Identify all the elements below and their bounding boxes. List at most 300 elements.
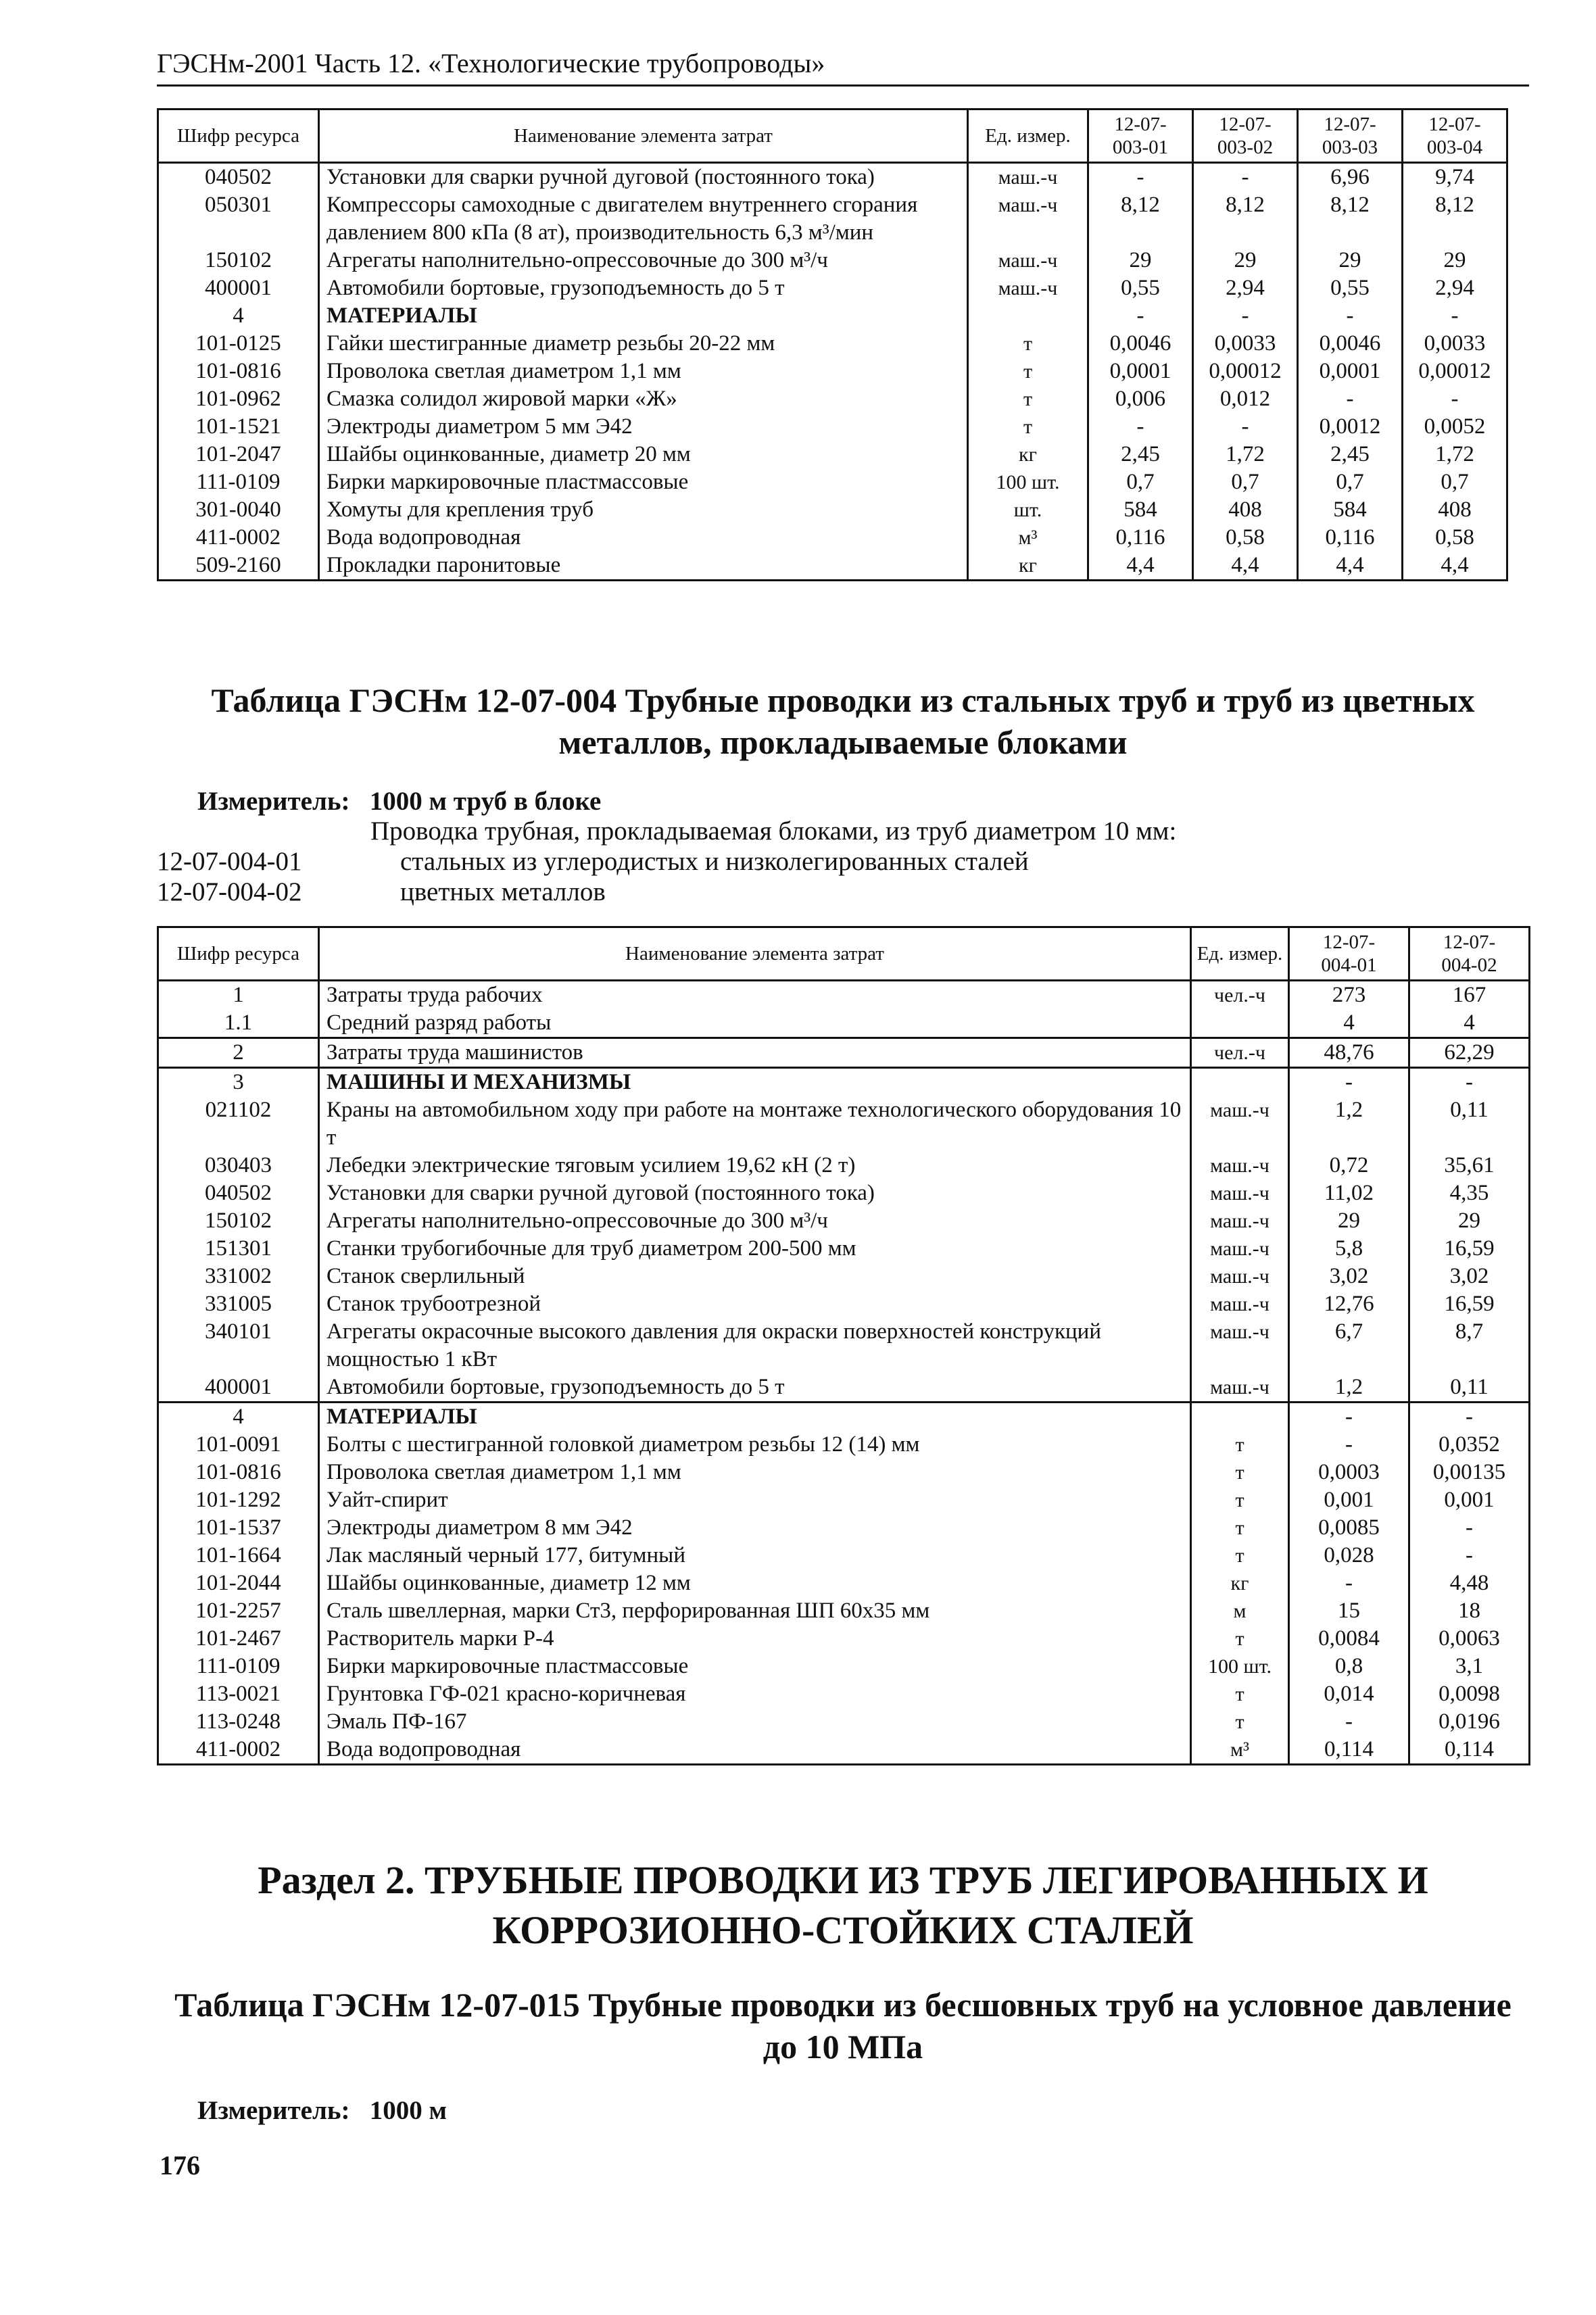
table-row: [158, 163, 1507, 192]
resource-name: Лебедки электрические тяговым усилием 19,62 кН (2 т): [319, 1152, 1191, 1179]
resource-unit: маш.-ч: [1191, 1263, 1289, 1290]
resource-code: 040502: [158, 163, 319, 192]
resource-unit: [1191, 1068, 1289, 1097]
table-row: [158, 524, 1507, 552]
resource-value: 8,12: [1088, 191, 1193, 247]
resource-unit: т: [1191, 1514, 1289, 1542]
resource-value: 2,45: [1088, 441, 1193, 468]
resource-code: 101-0091: [158, 1431, 319, 1459]
resource-code: 113-0021: [158, 1680, 319, 1708]
resource-name: Электроды диаметром 8 мм Э42: [319, 1514, 1191, 1542]
resource-value: -: [1409, 1514, 1530, 1542]
page-number: 176: [160, 2150, 200, 2180]
resource-value: 1,2: [1289, 1373, 1409, 1403]
resource-name: Болты с шестигранной головкой диаметром резьбы 12 (14) мм: [319, 1431, 1191, 1459]
measure-value: 1000 м труб в блоке: [369, 787, 602, 816]
resource-value: 0,116: [1298, 524, 1403, 552]
resource-value: 4,48: [1409, 1569, 1530, 1597]
resource-value: 4: [1289, 1009, 1409, 1038]
resource-name: Растворитель марки Р-4: [319, 1625, 1191, 1653]
resource-code: 1: [158, 981, 319, 1010]
resource-name: Электроды диаметром 5 мм Э42: [319, 413, 968, 441]
resource-name: Автомобили бортовые, грузоподъемность до 5 т: [319, 1373, 1191, 1403]
table-row: [158, 1514, 1530, 1542]
resource-value: 0,0063: [1409, 1625, 1530, 1653]
resource-code: 3: [158, 1068, 319, 1097]
resource-value: -: [1289, 1068, 1409, 1097]
resource-value: 2,45: [1298, 441, 1403, 468]
resource-unit: чел.-ч: [1191, 981, 1289, 1010]
resource-value: 0,0012: [1298, 413, 1403, 441]
table-row: [158, 1708, 1530, 1736]
resource-value: 0,58: [1403, 524, 1507, 552]
resource-name: Установки для сварки ручной дуговой (постоянного тока): [319, 1179, 1191, 1207]
resource-code: 101-1292: [158, 1486, 319, 1514]
resource-value: 167: [1409, 981, 1530, 1010]
resource-unit: т: [1191, 1459, 1289, 1486]
table-row: [158, 1653, 1530, 1680]
table-header-row: [158, 927, 1530, 981]
resource-code: 4: [158, 302, 319, 330]
resource-value: 0,006: [1088, 385, 1193, 413]
resource-value: 3,02: [1289, 1263, 1409, 1290]
resource-value: 0,0052: [1403, 413, 1507, 441]
work-text: цветных металлов: [400, 877, 606, 906]
table-row: [158, 1290, 1530, 1318]
resource-name: Смазка солидол жировой марки «Ж»: [319, 385, 968, 413]
resource-value: 16,59: [1409, 1235, 1530, 1263]
resource-value: 0,014: [1289, 1680, 1409, 1708]
header-col: 12-07- 003-04: [1403, 109, 1507, 163]
resource-name: Автомобили бортовые, грузоподъемность до 5 т: [319, 274, 968, 302]
resource-table-004: [157, 926, 1530, 1765]
resource-unit: маш.-ч: [1191, 1179, 1289, 1207]
resource-unit: т: [968, 358, 1088, 385]
resource-value: 62,29: [1409, 1038, 1530, 1068]
resource-code: 101-1537: [158, 1514, 319, 1542]
resource-name: Агрегаты наполнительно-опрессовочные до 300 м³/ч: [319, 247, 968, 274]
resource-unit: кг: [968, 441, 1088, 468]
resource-value: -: [1193, 163, 1298, 192]
resource-value: -: [1289, 1569, 1409, 1597]
resource-value: 0,7: [1298, 468, 1403, 496]
resource-value: 0,0046: [1298, 330, 1403, 358]
table-row: [158, 1569, 1530, 1597]
resource-value: 0,7: [1403, 468, 1507, 496]
resource-value: 0,58: [1193, 524, 1298, 552]
resource-value: 0,0085: [1289, 1514, 1409, 1542]
resource-code: 040502: [158, 1179, 319, 1207]
resource-code: 101-0816: [158, 358, 319, 385]
measure-line: [197, 2095, 447, 2126]
resource-value: 5,8: [1289, 1235, 1409, 1263]
resource-value: 4,4: [1298, 552, 1403, 581]
resource-value: 2,94: [1403, 274, 1507, 302]
resource-value: 0,0001: [1088, 358, 1193, 385]
work-code: 12-07-004-02: [157, 877, 302, 906]
resource-value: 0,114: [1409, 1736, 1530, 1765]
resource-code: 2: [158, 1038, 319, 1068]
resource-value: 0,11: [1409, 1373, 1530, 1403]
table-row: [158, 1736, 1530, 1765]
resource-unit: маш.-ч: [968, 247, 1088, 274]
resource-value: 11,02: [1289, 1179, 1409, 1207]
table-row: [158, 274, 1507, 302]
resource-name: МАШИНЫ И МЕХАНИЗМЫ: [319, 1068, 1191, 1097]
table-row: [158, 1009, 1530, 1038]
resource-table-003: [157, 108, 1508, 581]
resource-value: 2,94: [1193, 274, 1298, 302]
resource-value: 12,76: [1289, 1290, 1409, 1318]
resource-value: -: [1193, 302, 1298, 330]
resource-value: 0,001: [1289, 1486, 1409, 1514]
header-code: Шифр ресурса: [158, 927, 319, 981]
resource-value: -: [1298, 302, 1403, 330]
resource-name: Средний разряд работы: [319, 1009, 1191, 1038]
resource-code: 301-0040: [158, 496, 319, 524]
resource-name: Станок сверлильный: [319, 1263, 1191, 1290]
table-row: [158, 1179, 1530, 1207]
resource-unit: т: [1191, 1542, 1289, 1569]
resource-value: -: [1403, 302, 1507, 330]
resource-value: 29: [1403, 247, 1507, 274]
resource-name: Уайт-спирит: [319, 1486, 1191, 1514]
header-name: Наименование элемента затрат: [319, 927, 1191, 981]
resource-value: 29: [1193, 247, 1298, 274]
resource-value: 3,1: [1409, 1653, 1530, 1680]
resource-value: 29: [1409, 1207, 1530, 1235]
resource-value: 0,7: [1088, 468, 1193, 496]
resource-code: 411-0002: [158, 524, 319, 552]
resource-value: 29: [1298, 247, 1403, 274]
table-row: [158, 468, 1507, 496]
header-col: 12-07- 003-03: [1298, 109, 1403, 163]
measure-label: Измеритель:: [197, 2096, 350, 2125]
resource-value: 1,72: [1193, 441, 1298, 468]
resource-value: 408: [1193, 496, 1298, 524]
measure-value: 1000 м: [369, 2096, 448, 2125]
resource-unit: [1191, 1403, 1289, 1432]
resource-value: 4,4: [1088, 552, 1193, 581]
resource-value: 0,0098: [1409, 1680, 1530, 1708]
header-name: Наименование элемента затрат: [319, 109, 968, 163]
resource-unit: маш.-ч: [1191, 1290, 1289, 1318]
resource-value: -: [1289, 1708, 1409, 1736]
resource-value: 16,59: [1409, 1290, 1530, 1318]
resource-unit: маш.-ч: [1191, 1152, 1289, 1179]
resource-name: Агрегаты окрасочные высокого давления для окраски поверхностей конструкций мощностью 1 кВт: [319, 1318, 1191, 1373]
header-unit: Ед. измер.: [1191, 927, 1289, 981]
section-row: [158, 1068, 1530, 1097]
resource-value: 0,00012: [1403, 358, 1507, 385]
resource-name: Вода водопроводная: [319, 524, 968, 552]
resource-unit: т: [968, 385, 1088, 413]
resource-code: 509-2160: [158, 552, 319, 581]
resource-value: 0,0352: [1409, 1431, 1530, 1459]
table-row: [158, 1263, 1530, 1290]
resource-name: Проволока светлая диаметром 1,1 мм: [319, 358, 968, 385]
resource-name: МАТЕРИАЛЫ: [319, 1403, 1191, 1432]
resource-value: 0,001: [1409, 1486, 1530, 1514]
table-015-title: Таблица ГЭСНм 12-07-015 Трубные проводки из бесшовных труб на условное давление до 10 МПа: [174, 1986, 1512, 2066]
table-row: [158, 441, 1507, 468]
work-intro: Проводка трубная, прокладываемая блоками, из труб диаметром 10 мм:: [370, 817, 1177, 846]
table-row: [158, 413, 1507, 441]
resource-code: 340101: [158, 1318, 319, 1373]
resource-value: 8,12: [1298, 191, 1403, 247]
work-text: стальных из углеродистых и низколегированных сталей: [400, 847, 1029, 876]
resource-name: Вода водопроводная: [319, 1736, 1191, 1765]
resource-name: Хомуты для крепления труб: [319, 496, 968, 524]
resource-unit: т: [1191, 1708, 1289, 1736]
resource-unit: т: [968, 330, 1088, 358]
header-col: 12-07- 004-02: [1409, 927, 1530, 981]
measure-line: [197, 786, 601, 817]
resource-code: 111-0109: [158, 1653, 319, 1680]
resource-value: 408: [1403, 496, 1507, 524]
resource-name: Грунтовка ГФ-021 красно-коричневая: [319, 1680, 1191, 1708]
resource-value: 0,55: [1088, 274, 1193, 302]
resource-name: Затраты труда рабочих: [319, 981, 1191, 1010]
resource-unit: т: [1191, 1431, 1289, 1459]
resource-unit: 100 шт.: [968, 468, 1088, 496]
table-004-title: Таблица ГЭСНм 12-07-004 Трубные проводки из стальных труб и труб из цветных металлов, прокладываемые блоками: [211, 681, 1475, 761]
resource-value: 0,0046: [1088, 330, 1193, 358]
table-row: [158, 1542, 1530, 1569]
table-row: [158, 385, 1507, 413]
resource-value: -: [1088, 163, 1193, 192]
resource-value: -: [1088, 302, 1193, 330]
resource-value: 0,0084: [1289, 1625, 1409, 1653]
resource-value: 18: [1409, 1597, 1530, 1625]
resource-unit: кг: [1191, 1569, 1289, 1597]
resource-value: -: [1403, 385, 1507, 413]
resource-name: Бирки маркировочные пластмассовые: [319, 1653, 1191, 1680]
running-header: ГЭСНм-2001 Часть 12. «Технологические трубопроводы»: [157, 47, 1529, 87]
header-unit: Ед. измер.: [968, 109, 1088, 163]
resource-value: 0,0196: [1409, 1708, 1530, 1736]
resource-unit: маш.-ч: [968, 274, 1088, 302]
measure-label: Измеритель:: [197, 787, 350, 816]
table-row: [158, 191, 1507, 247]
work-code: 12-07-004-01: [157, 847, 302, 876]
resource-code: 101-2047: [158, 441, 319, 468]
resource-unit: маш.-ч: [1191, 1235, 1289, 1263]
table-row: [158, 1373, 1530, 1403]
resource-unit: м: [1191, 1597, 1289, 1625]
resource-name: Шайбы оцинкованные, диаметр 12 мм: [319, 1569, 1191, 1597]
table-row: [158, 247, 1507, 274]
resource-value: -: [1289, 1431, 1409, 1459]
table-row: [158, 1152, 1530, 1179]
resource-value: 0,0033: [1193, 330, 1298, 358]
table-row: [158, 1038, 1530, 1068]
resource-value: -: [1409, 1542, 1530, 1569]
table-row: [158, 330, 1507, 358]
header-col: 12-07- 003-02: [1193, 109, 1298, 163]
resource-value: 15: [1289, 1597, 1409, 1625]
resource-name: Сталь швеллерная, марки Ст3, перфорированная ШП 60х35 мм: [319, 1597, 1191, 1625]
resource-unit: [968, 302, 1088, 330]
resource-name: Проволока светлая диаметром 1,1 мм: [319, 1459, 1191, 1486]
resource-unit: маш.-ч: [968, 191, 1088, 247]
resource-unit: [1191, 1009, 1289, 1038]
resource-code: 111-0109: [158, 468, 319, 496]
table-row: [158, 981, 1530, 1010]
resource-value: -: [1193, 413, 1298, 441]
resource-name: Прокладки паронитовые: [319, 552, 968, 581]
resource-code: 400001: [158, 1373, 319, 1403]
resource-value: 0,0033: [1403, 330, 1507, 358]
resource-unit: т: [1191, 1486, 1289, 1514]
resource-name: Компрессоры самоходные с двигателем внутреннего сгорания давлением 800 кПа (8 ат), производительность 6,3 м³/мин: [319, 191, 968, 247]
resource-code: 400001: [158, 274, 319, 302]
resource-value: 0,55: [1298, 274, 1403, 302]
resource-code: 030403: [158, 1152, 319, 1179]
resource-value: 584: [1088, 496, 1193, 524]
resource-code: 113-0248: [158, 1708, 319, 1736]
resource-unit: т: [1191, 1625, 1289, 1653]
resource-value: 0,116: [1088, 524, 1193, 552]
resource-unit: чел.-ч: [1191, 1038, 1289, 1068]
resource-name: Эмаль ПФ-167: [319, 1708, 1191, 1736]
resource-value: 29: [1289, 1207, 1409, 1235]
table-row: [158, 552, 1507, 581]
resource-value: 0,028: [1289, 1542, 1409, 1569]
resource-value: 0,00135: [1409, 1459, 1530, 1486]
table-row: [158, 1486, 1530, 1514]
resource-value: -: [1289, 1403, 1409, 1432]
resource-value: 0,72: [1289, 1152, 1409, 1179]
resource-value: -: [1088, 413, 1193, 441]
resource-value: 8,12: [1403, 191, 1507, 247]
resource-unit: т: [968, 413, 1088, 441]
resource-code: 331002: [158, 1263, 319, 1290]
resource-value: 48,76: [1289, 1038, 1409, 1068]
resource-code: 331005: [158, 1290, 319, 1318]
resource-code: 101-0125: [158, 330, 319, 358]
header-col: 12-07- 004-01: [1289, 927, 1409, 981]
table-row: [158, 1459, 1530, 1486]
resource-value: -: [1298, 385, 1403, 413]
resource-code: 101-2467: [158, 1625, 319, 1653]
resource-value: 3,02: [1409, 1263, 1530, 1290]
resource-code: 101-1664: [158, 1542, 319, 1569]
resource-code: 101-2044: [158, 1569, 319, 1597]
table-row: [158, 1096, 1530, 1152]
resource-code: 101-0962: [158, 385, 319, 413]
resource-name: Станки трубогибочные для труб диаметром 200-500 мм: [319, 1235, 1191, 1263]
section-row: [158, 1403, 1530, 1432]
table-header-row: [158, 109, 1507, 163]
resource-unit: маш.-ч: [968, 163, 1088, 192]
resource-unit: м³: [1191, 1736, 1289, 1765]
resource-value: 4,4: [1193, 552, 1298, 581]
resource-unit: м³: [968, 524, 1088, 552]
resource-code: 101-1521: [158, 413, 319, 441]
resource-code: 411-0002: [158, 1736, 319, 1765]
resource-value: 8,7: [1409, 1318, 1530, 1373]
resource-value: 4: [1409, 1009, 1530, 1038]
resource-value: 0,7: [1193, 468, 1298, 496]
resource-value: 0,0001: [1298, 358, 1403, 385]
table-row: [158, 1680, 1530, 1708]
table-row: [158, 1431, 1530, 1459]
header-code: Шифр ресурса: [158, 109, 319, 163]
table-row: [158, 1207, 1530, 1235]
resource-value: 0,114: [1289, 1736, 1409, 1765]
table-row: [158, 358, 1507, 385]
resource-name: Агрегаты наполнительно-опрессовочные до 300 м³/ч: [319, 1207, 1191, 1235]
resource-value: 9,74: [1403, 163, 1507, 192]
header-col: 12-07- 003-01: [1088, 109, 1193, 163]
resource-value: 29: [1088, 247, 1193, 274]
resource-value: 8,12: [1193, 191, 1298, 247]
resource-unit: маш.-ч: [1191, 1207, 1289, 1235]
resource-name: Затраты труда машинистов: [319, 1038, 1191, 1068]
resource-code: 050301: [158, 191, 319, 247]
resource-unit: 100 шт.: [1191, 1653, 1289, 1680]
resource-code: 151301: [158, 1235, 319, 1263]
resource-name: Краны на автомобильном ходу при работе на монтаже технологического оборудования 10 т: [319, 1096, 1191, 1152]
resource-value: 0,8: [1289, 1653, 1409, 1680]
table-row: [158, 496, 1507, 524]
resource-code: 021102: [158, 1096, 319, 1152]
resource-unit: маш.-ч: [1191, 1373, 1289, 1403]
resource-unit: кг: [968, 552, 1088, 581]
resource-value: 0,012: [1193, 385, 1298, 413]
resource-value: 0,0003: [1289, 1459, 1409, 1486]
resource-value: 0,11: [1409, 1096, 1530, 1152]
resource-name: Бирки маркировочные пластмассовые: [319, 468, 968, 496]
resource-name: Лак масляный черный 177, битумный: [319, 1542, 1191, 1569]
resource-name: Шайбы оцинкованные, диаметр 20 мм: [319, 441, 968, 468]
resource-name: Установки для сварки ручной дуговой (постоянного тока): [319, 163, 968, 192]
resource-value: 35,61: [1409, 1152, 1530, 1179]
resource-code: 101-2257: [158, 1597, 319, 1625]
resource-value: 4,4: [1403, 552, 1507, 581]
section-2-title: Раздел 2. ТРУБНЫЕ ПРОВОДКИ ИЗ ТРУБ ЛЕГИРОВАННЫХ И КОРРОЗИОННО-СТОЙКИХ СТАЛЕЙ: [258, 1858, 1428, 1952]
resource-value: 4,35: [1409, 1179, 1530, 1207]
table-row: [158, 1597, 1530, 1625]
resource-value: 584: [1298, 496, 1403, 524]
resource-unit: т: [1191, 1680, 1289, 1708]
resource-value: 6,96: [1298, 163, 1403, 192]
resource-unit: маш.-ч: [1191, 1318, 1289, 1373]
table-row: [158, 1318, 1530, 1373]
resource-code: 101-0816: [158, 1459, 319, 1486]
resource-value: -: [1409, 1403, 1530, 1432]
resource-value: 6,7: [1289, 1318, 1409, 1373]
resource-code: 4: [158, 1403, 319, 1432]
table-row: [158, 1235, 1530, 1263]
resource-value: -: [1409, 1068, 1530, 1097]
resource-value: 0,00012: [1193, 358, 1298, 385]
resource-unit: маш.-ч: [1191, 1096, 1289, 1152]
resource-code: 150102: [158, 247, 319, 274]
resource-name: МАТЕРИАЛЫ: [319, 302, 968, 330]
table-row: [158, 1625, 1530, 1653]
resource-value: 1,2: [1289, 1096, 1409, 1152]
resource-name: Станок трубоотрезной: [319, 1290, 1191, 1318]
resource-code: 150102: [158, 1207, 319, 1235]
resource-code: 1.1: [158, 1009, 319, 1038]
resource-value: 273: [1289, 981, 1409, 1010]
resource-unit: шт.: [968, 496, 1088, 524]
resource-value: 1,72: [1403, 441, 1507, 468]
section-row: [158, 302, 1507, 330]
resource-name: Гайки шестигранные диаметр резьбы 20-22 мм: [319, 330, 968, 358]
